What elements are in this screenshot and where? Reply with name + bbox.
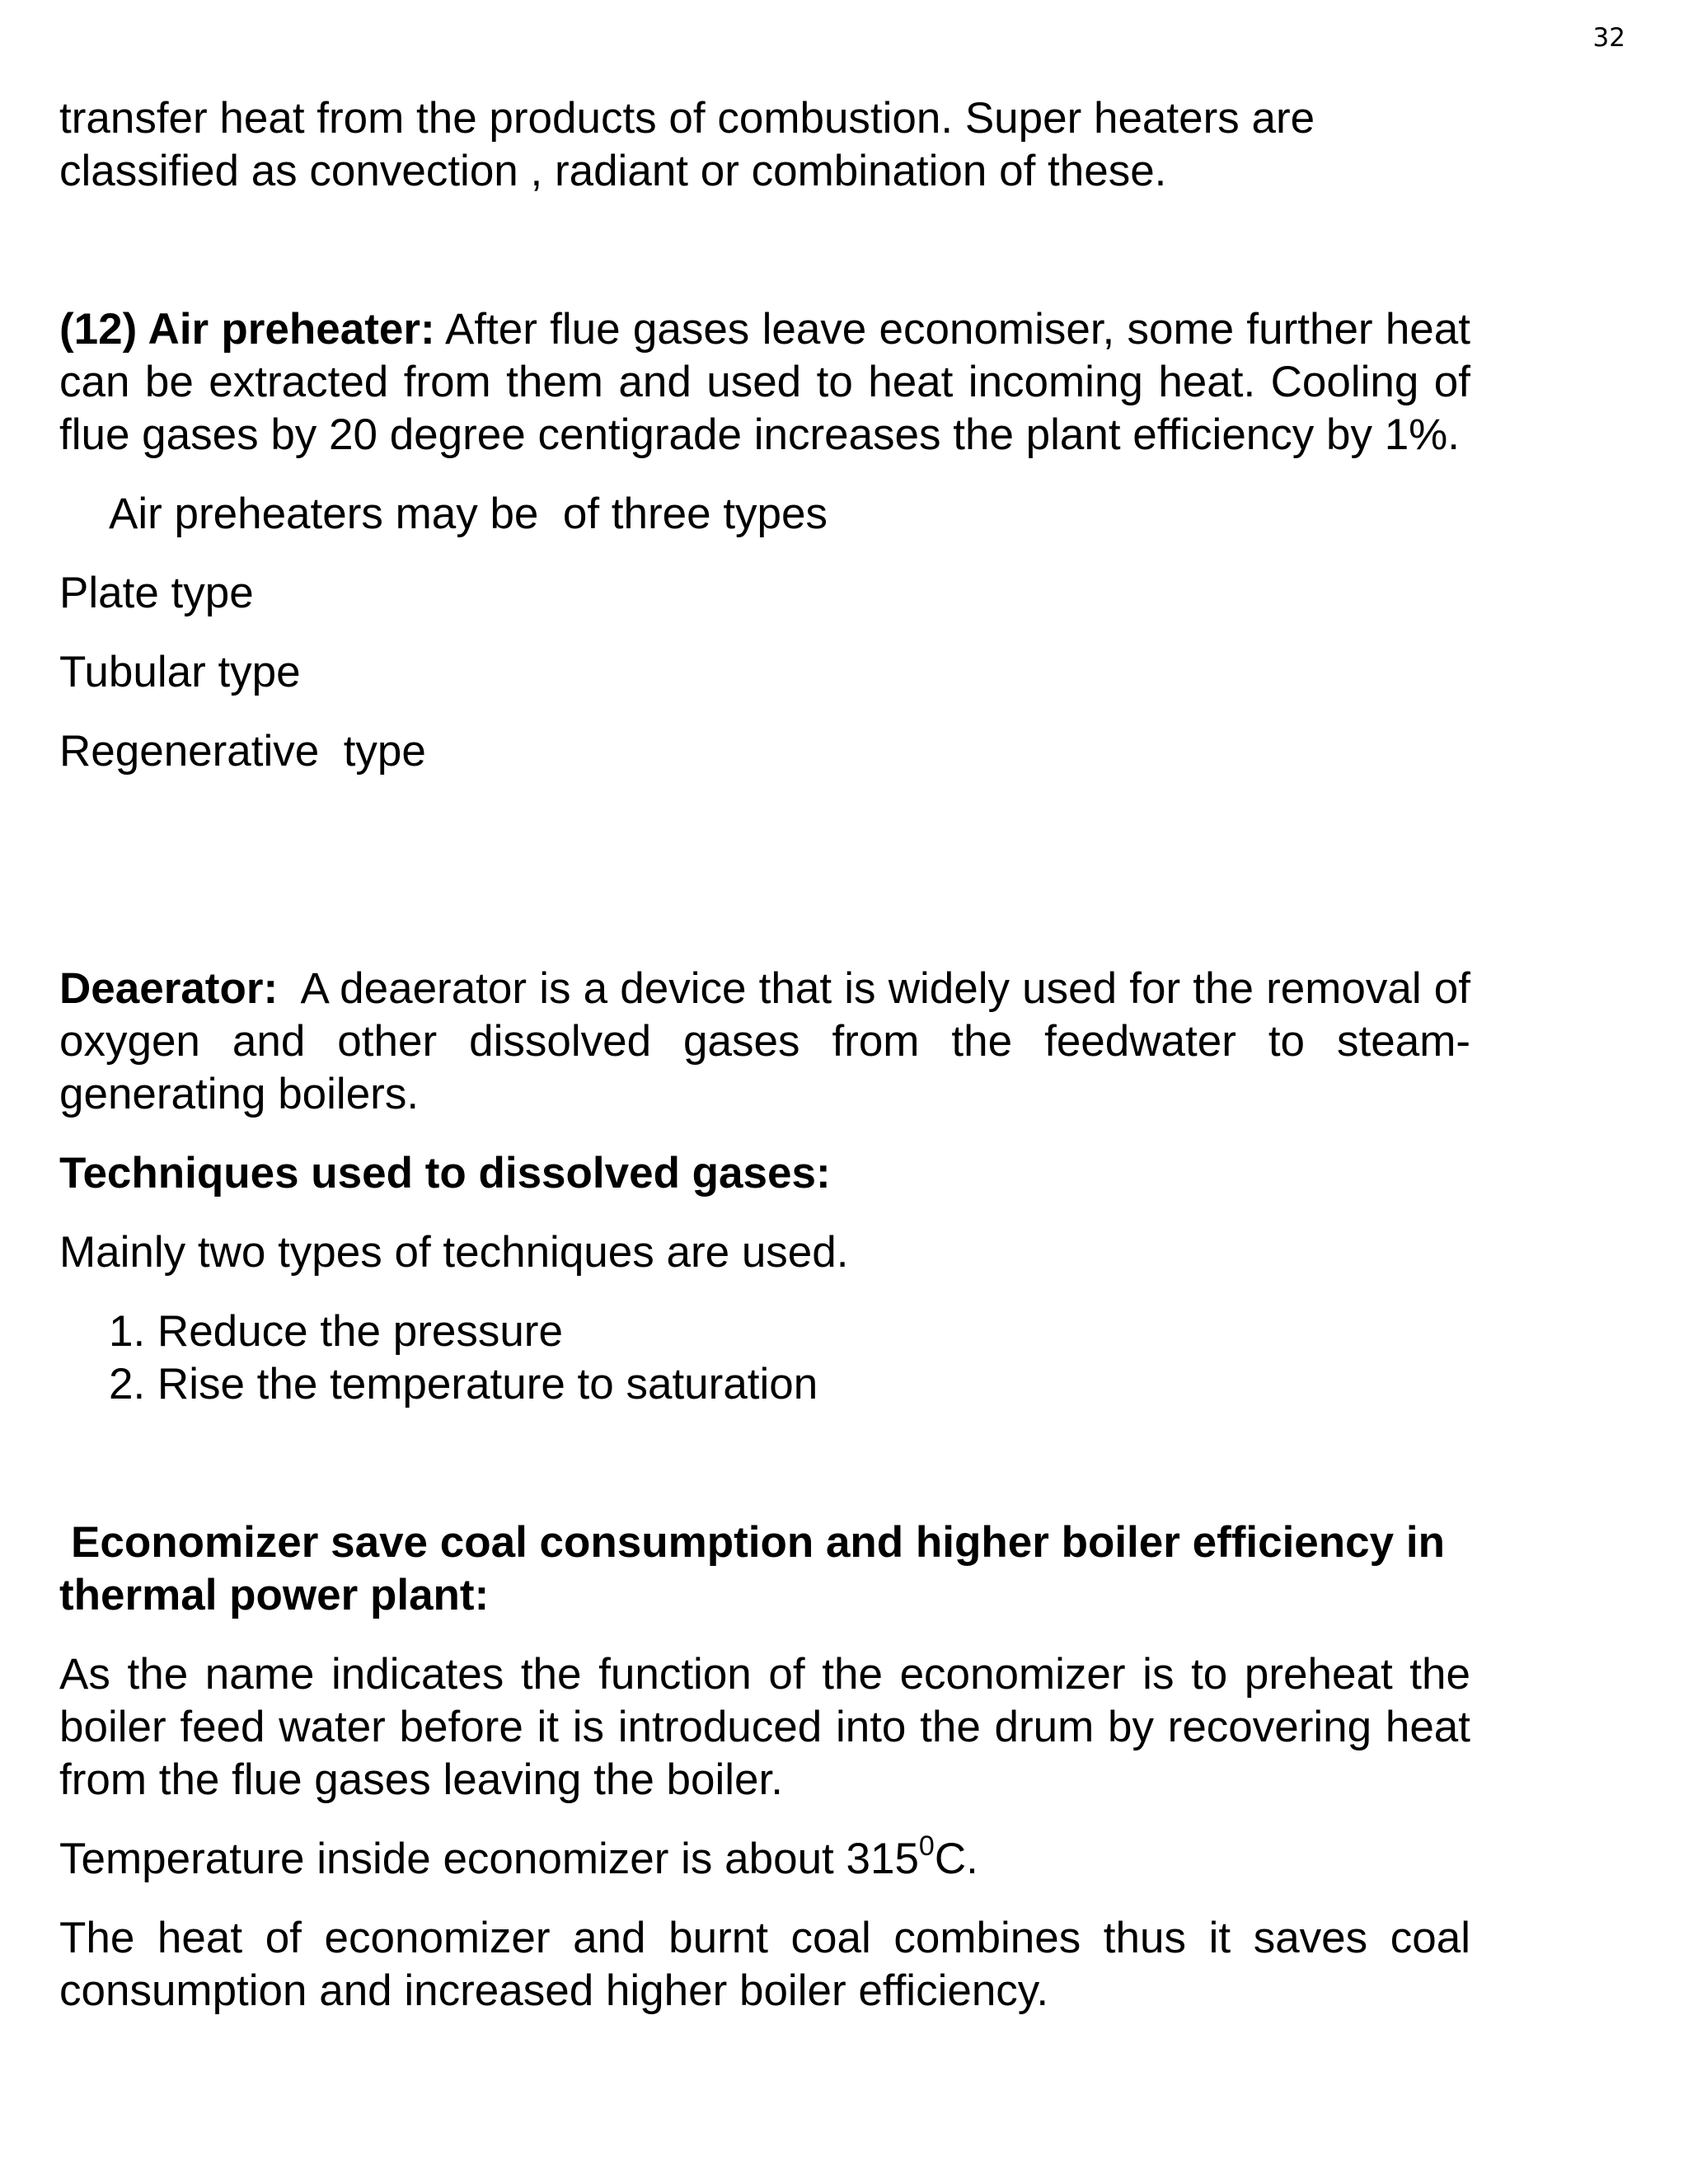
- air-preheater-text: After flue gases leave economiser, some further heat can be extracted from them and used to heat incoming heat. Cooling of flue gases by 20 degree centigrade increases the plant efficiency by 1%.: [59, 305, 1470, 459]
- economizer-heading-line-2: thermal power plant:: [59, 1571, 490, 1619]
- intro-line-2: classified as convection , radiant or combination of these.: [59, 147, 1167, 195]
- page-number: 32: [1592, 23, 1625, 53]
- air-preheater-heading: (12) Air preheater:: [59, 305, 435, 354]
- economizer-temperature: [59, 1830, 1470, 1886]
- temperature-superscript: 0: [918, 1830, 935, 1863]
- list-item: Regenerative type: [59, 727, 426, 776]
- air-preheater-types-intro: Air preheaters may be of three types: [109, 490, 828, 538]
- intro-line-1: transfer heat from the products of combustion. Super heaters are: [59, 94, 1315, 143]
- temperature-prefix: Temperature inside economizer is about 315: [59, 1835, 919, 1883]
- temperature-suffix: C.: [934, 1835, 978, 1883]
- deaerator-text: A deaerator is a device that is widely used for the removal of oxygen and other dissolved gases from the feedwater to steam-generating boilers.: [59, 964, 1471, 1118]
- list-item: 2. Rise the temperature to saturation: [109, 1360, 818, 1408]
- techniques-heading: Techniques used to dissolved gases:: [59, 1149, 831, 1197]
- list-item: 1. Reduce the pressure: [109, 1307, 563, 1356]
- air-preheater-paragraph: [59, 303, 1470, 462]
- deaerator-heading: Deaerator:: [59, 964, 279, 1013]
- economizer-conclusion: The heat of economizer and burnt coal combines thus it saves coal consumption and increased higher boiler efficiency.: [59, 1914, 1470, 2015]
- economizer-heading-line-1: Economizer save coal consumption and higher boiler efficiency in: [71, 1518, 1445, 1567]
- list-item: Plate type: [59, 569, 254, 617]
- deaerator-paragraph: [59, 963, 1470, 1121]
- economizer-heading: [59, 1516, 1470, 1622]
- techniques-intro: Mainly two types of techniques are used.: [59, 1228, 849, 1277]
- list-item: Tubular type: [59, 648, 301, 696]
- techniques-list: [59, 1305, 1470, 1411]
- document-body: [59, 92, 1470, 2018]
- economizer-description: As the name indicates the function of the economizer is to preheat the boiler feed water before it is introduced into the drum by recovering heat from the flue gases leaving the boiler.: [59, 1650, 1470, 1804]
